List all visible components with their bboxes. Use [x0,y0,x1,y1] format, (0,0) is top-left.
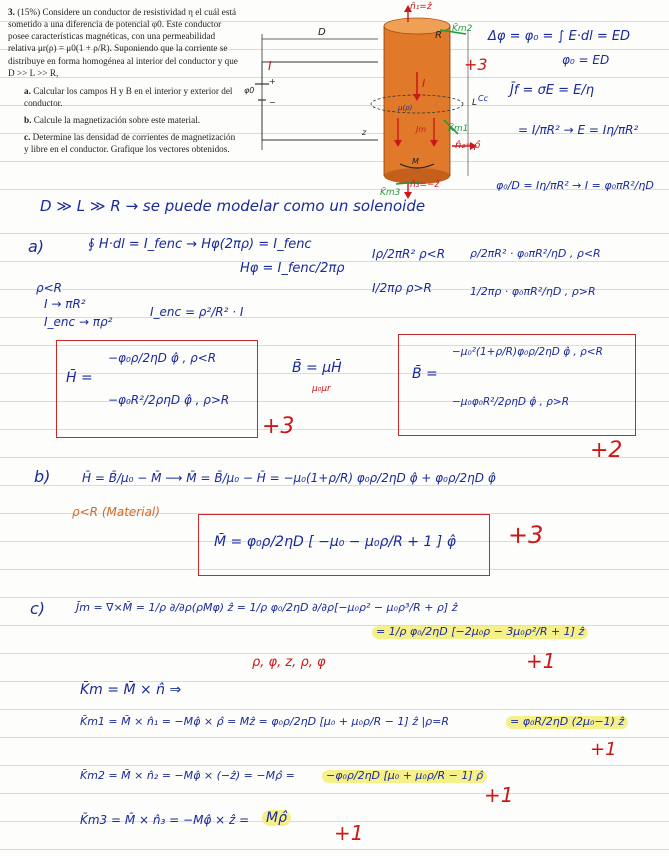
part-a-rho-lt-r: ρ<R [36,281,63,295]
km1-equation: K̄m1 = M̄ × n̂₁ = −Mφ̂ × ρ̂ = Mẑ = φ₀ρ/2ηD [μ₀ + μ₀ρ/R − 1] ẑ |ρ=R [80,715,450,728]
part-c-label: c) [30,599,46,618]
label-r: R [435,30,442,41]
note-jf: J̄f = σE = E/η [510,83,595,98]
label-mu: μ(ρ) [398,104,413,112]
b-inside: −μ₀²(1+ρ/R)φ₀ρ/2ηD φ̂ , ρ<R [452,346,603,358]
m-result: M̄ = φ₀ρ/2ηD [ −μ₀ − μ₀ρ/R + 1 ] φ̂ [214,534,456,550]
h-score: +3 [262,414,295,439]
figure-score: +3 [464,55,488,74]
solenoid-remark: D ≫ L ≫ R → se puede modelar como un solenoide [40,197,426,215]
b-equals-muh: B̄ = μH̄ [292,360,342,376]
wire-bottom [262,100,378,140]
jm-score: +1 [526,649,556,673]
label-n1: n̂₁=ẑ [410,2,432,12]
part-b-question: b. Calcule la magnetización sobre este material. [24,115,201,126]
km1-score: +1 [590,739,617,760]
km2-result: −φ₀ρ/2ηD [μ₀ + μ₀ρ/R − 1] ρ̂ [322,770,487,783]
label-phi0: φ0 [244,86,255,95]
part-b-equation: H̄ = B̄/μ₀ − M̄ ⟶ M̄ = B̄/μ₀ − H̄ = −μ₀(1+ρ/R) φ₀ρ/2ηD φ̂ + φ₀ρ/2ηD φ̂ [82,471,496,485]
problem-number: 3. [8,7,15,17]
wire-top [262,59,378,84]
b-score: +2 [590,438,623,463]
note-dphi: Δφ = φ₀ = ∫ E·dl = ED [488,29,631,44]
label-z: z [362,128,367,137]
note-i: = I/πR² → E = Iη/πR² [518,123,639,137]
label-d: D [318,27,326,38]
part-a-question: a. Calcular los campos H y B en el interior y exterior del conductor. [24,85,233,108]
part-a-ienc3: I_enc = ρ²/R² · I [150,305,244,319]
problem-text: Considere un conductor de resistividad η el cuál está sometido a una diferencia de potencial φ0. Este conductor posee características magnéticas, con una permeabilidad relativa μr(ρ) = μ0(1 + ρ/R). Suponiendo que la corriente se distribuye en forma homogénea al interior del conductor y que D >> L >> R, [8,7,238,78]
label-km3: K̄m3 [380,188,401,198]
note-phi: φ₀/D = Iη/πR² → I = φ₀πR²/ηD [496,179,654,192]
part-a-res-in: ρ/2πR² · φ₀πR²/ηD , ρ<R [470,247,601,260]
label-n2: n̂₂=ρ̂ [455,140,481,151]
label-cc: Cc [478,94,488,103]
h-lhs: H̄ = [66,370,93,386]
h-inside: −φ₀ρ/2ηD φ̂ , ρ<R [108,351,217,365]
km2-equation: K̄m2 = M̄ × n̂₂ = −Mφ̂ × (−ẑ) = −Mρ̂ = [80,769,295,782]
part-a-ienc2: I_enc → πρ² [44,315,113,329]
part-a-ampere: ∮ H·dl = I_fenc → Hφ(2πρ) = I_fenc [88,237,312,252]
label-m: M [412,157,419,166]
part-a-case-in: Iρ/2πR² ρ<R [372,247,446,261]
part-a-label: a) [28,237,45,256]
km-definition: K̄m = M̄ × n̂ ⇒ [80,682,182,698]
km3-score: +1 [334,821,364,845]
label-plus: + [269,77,276,86]
part-b-label: b) [34,467,51,486]
part-c-jm-result: = 1/ρ φ₀/2ηD [−2μ₀ρ − 3μ₀ρ²/R + 1] ẑ [372,626,588,639]
label-minus: − [269,98,276,107]
label-i: I [268,59,272,73]
h-outside: −φ₀R²/2ρηD φ̂ , ρ>R [108,393,230,407]
mu-note: μ₀μr [312,384,331,394]
km2-score: +1 [484,783,514,807]
cyclic-order: ρ, φ, z, ρ, φ [252,655,326,670]
b-outside: −μ₀φ₀R²/2ρηD φ̂ , ρ>R [452,396,569,408]
problem-points: (15%) [17,7,41,17]
part-a-hphi: Hφ = I_fenc/2πρ [240,261,345,276]
part-a-case-out: I/2πρ ρ>R [372,281,432,295]
label-i-inside: I [422,77,426,90]
b-lhs: B̄ = [412,366,438,382]
part-b-material-note: ρ<R (Material) [72,505,160,519]
label-km2: K̄m2 [452,24,473,34]
label-n3: n̂₃=−ẑ [410,180,440,190]
label-jm: Jm [416,125,427,134]
part-c-question: c. Determine las densidad de corrientes de magnetización y libre en el conductor. Grafique los vectores obtenidos. [24,132,236,155]
part-a-res-out: 1/2πρ · φ₀πR²/ηD , ρ>R [470,285,596,298]
km3-equation: K̄m3 = M̄ × n̂₃ = −Mφ̂ × ẑ = [80,813,250,827]
km3-result: Mρ̂ [262,810,291,826]
part-c-jm-eq: J̄m = ∇×M̄ = 1/ρ ∂/∂ρ(ρMφ) ẑ = 1/ρ φ₀/2ηD ∂/∂ρ[−μ₀ρ² − μ₀ρ³/R + ρ] ẑ [76,601,458,614]
label-km1: K̄m1 [448,124,469,134]
note-phi0: φ₀ = ED [562,53,610,67]
label-l: L [472,98,478,108]
m-score: +3 [508,521,544,549]
part-a-ienc1: I → πR² [44,297,86,311]
km1-result: = φ₀R/2ηD (2μ₀−1) ẑ [506,716,628,729]
